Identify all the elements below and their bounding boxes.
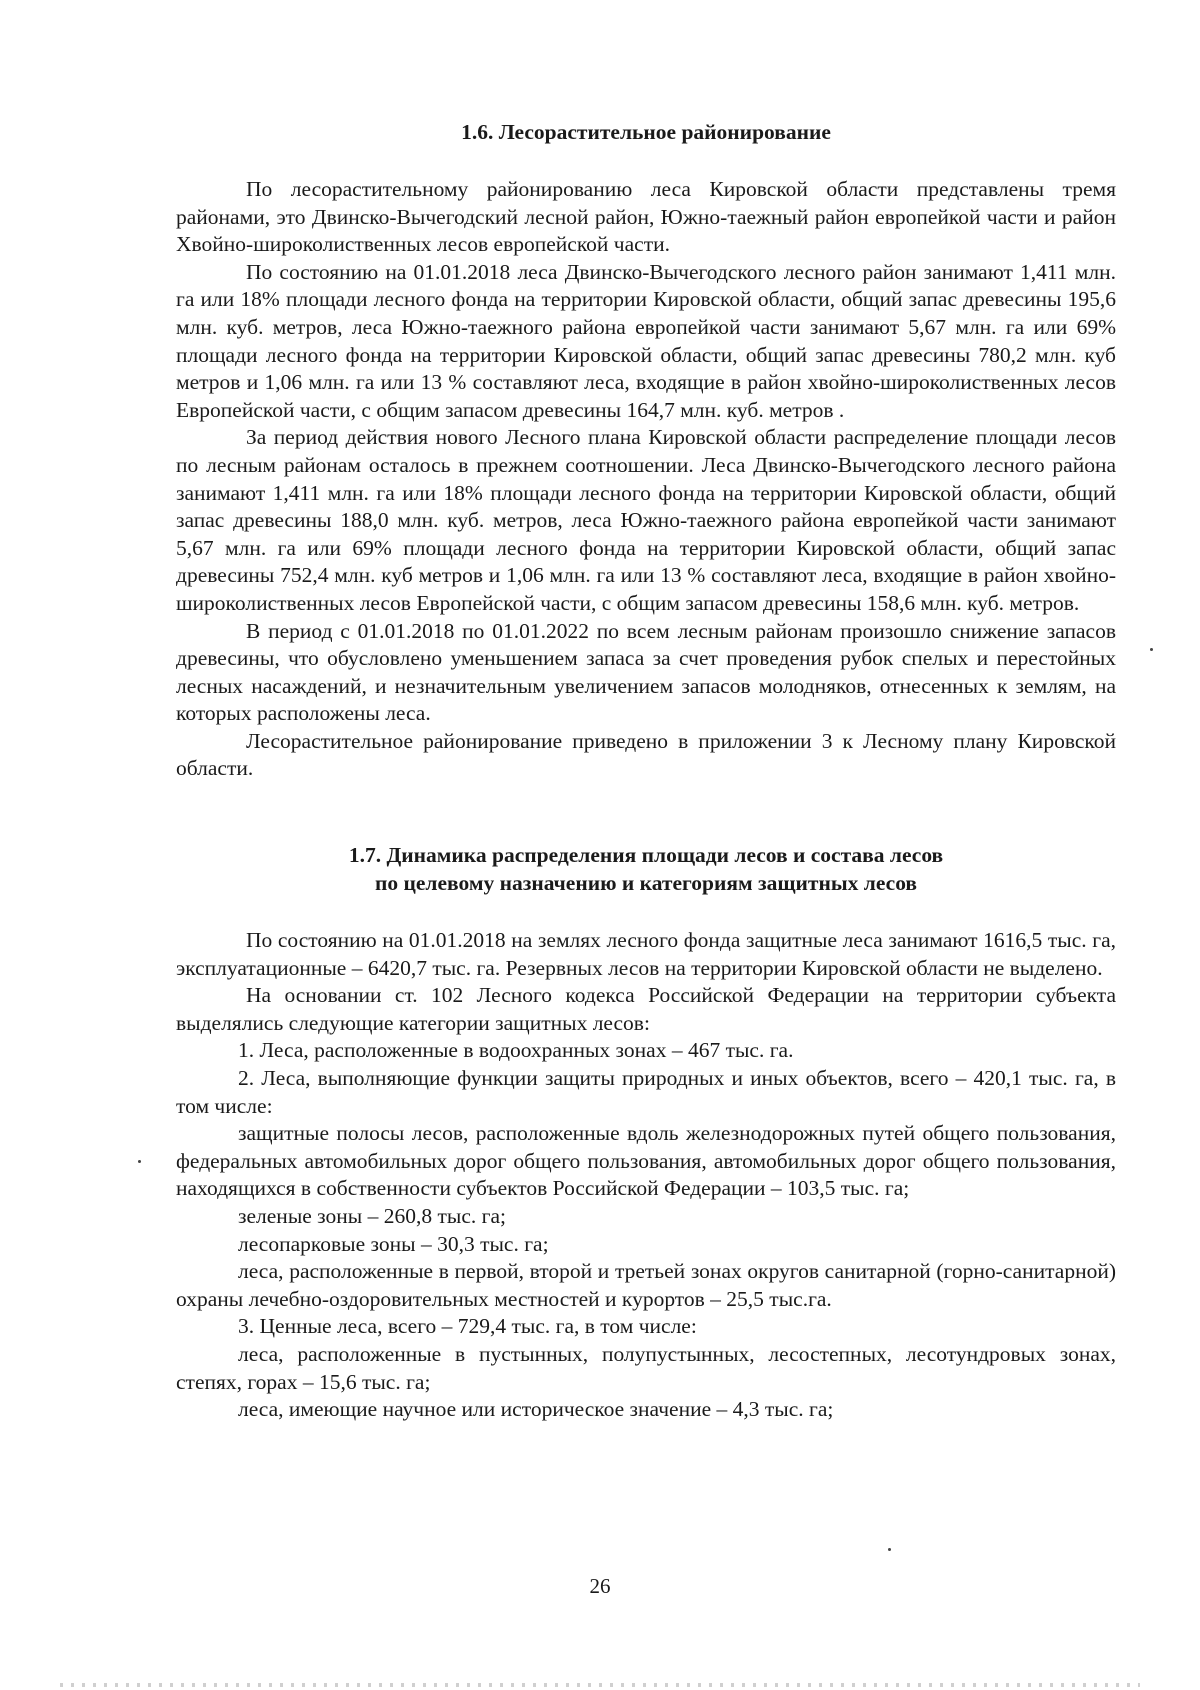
paragraph: Лесорастительное районирование приведено в приложении 3 к Лесному плану Кировской области. (176, 728, 1116, 781)
scan-artifact (138, 1160, 141, 1163)
section-1-7-title (176, 841, 1116, 897)
list-subitem: защитные полосы лесов, расположенные вдоль железнодорожных путей общего пользования, федеральных автомобильных дорог общего пользования, автомобильных дорог общего пользования, находящихся в собственности субъектов Российской Федерации – 103,5 тыс. га; (176, 1121, 1116, 1201)
scan-artifact (1150, 648, 1153, 651)
list-subitem: леса, расположенные в первой, второй и третьей зонах округов санитарной (горно-санитарной) охраны лечебно-оздоровительных местностей и курортов – 25,5 тыс.га. (176, 1259, 1116, 1311)
scan-artifact (888, 1548, 891, 1551)
page-content (176, 118, 1116, 1424)
list-item: 3. Ценные леса, всего – 729,4 тыс. га, в том числе: (238, 1314, 697, 1339)
paragraph: По лесорастительному районированию леса Кировской области представлены тремя районами, это Двинско-Вычегодский лесной район, Южно-таежный район европейкой части и район Хвойно-широколиственных лесов европейской части. (176, 177, 1116, 257)
scan-edge-artifact (60, 1683, 1140, 1687)
section-1-7-title-line2: по целевому назначению и категориям защитных лесов (374, 871, 918, 896)
section-1-6-title: 1.6. Лесорастительное районирование (461, 120, 831, 144)
list-subitem: леса, расположенные в пустынных, полупустынных, лесостепных, лесотундровых зонах, степях, горах – 15,6 тыс. га; (176, 1341, 1116, 1394)
paragraph: По состоянию на 01.01.2018 леса Двинско-Вычегодского лесного район занимают 1,411 млн. га или 18% площади лесного фонда на территории Кировской области, общий запас древесины 195,6 млн. куб. метров, леса Южно-таежного района европейкой части занимают 5,67 млн. га или 69% площади лесного фонда на территории Кировской области, общий запас древесины 780,2 млн. куб метров и 1,06 млн. га или 13 % составляют леса, входящие в район хвойно-широколиственных лесов Европейской части, с общим запасом древесины 164,7 млн. куб. метров . (176, 259, 1116, 422)
paragraph: По состоянию на 01.01.2018 на землях лесного фонда защитные леса занимают 1616,5 тыс. га, эксплуатационные – 6420,7 тыс. га. Резервных лесов на территории Кировской области не выделено. (176, 928, 1116, 980)
list-item: 2. Леса, выполняющие функции защиты природных и иных объектов, всего – 420,1 тыс. га, в том числе: (176, 1066, 1116, 1118)
list-subitem: лесопарковые зоны – 30,3 тыс. га; (238, 1231, 549, 1256)
list-subitem: леса, имеющие научное или историческое значение – 4,3 тыс. га; (238, 1397, 834, 1422)
paragraph: В период с 01.01.2018 по 01.01.2022 по всем лесным районам произошло снижение запасов древесины, что обусловлено уменьшением запаса за счет проведения рубок спелых и перестойных лесных насаждений, и незначительным увеличением запасов молодняков, отнесенных к землям, на которых расположены леса. (176, 618, 1116, 726)
paragraph: За период действия нового Лесного плана Кировской области распределение площади лесов по лесным районам осталось в прежнем соотношении. Леса Двинско-Вычегодского лесного района занимают 1,411 млн. га или 18% площади лесного фонда на территории Кировской области, общий запас древесины 188,0 млн. куб. метров, леса Южно-таежного района европейкой части занимают 5,67 млн. га или 69% площади лесного фонда на территории Кировской области, общий запас древесины 752,4 млн. куб метров и 1,06 млн. га или 13 % составляют леса, входящие в район хвойно-широколиственных лесов Европейской части, с общим запасом древесины 158,6 млн. куб. метров. (176, 425, 1116, 615)
section-1-7-title-line1: 1.7. Динамика распределения площади лесов и состава лесов (348, 843, 944, 868)
page-number: 26 (589, 1574, 611, 1598)
paragraph: На основании ст. 102 Лесного кодекса Российской Федерации на территории субъекта выделялись следующие категории защитных лесов: (176, 983, 1116, 1035)
list-item: 1. Леса, расположенные в водоохранных зонах – 467 тыс. га. (238, 1038, 794, 1063)
list-subitem: зеленые зоны – 260,8 тыс. га; (238, 1204, 506, 1228)
